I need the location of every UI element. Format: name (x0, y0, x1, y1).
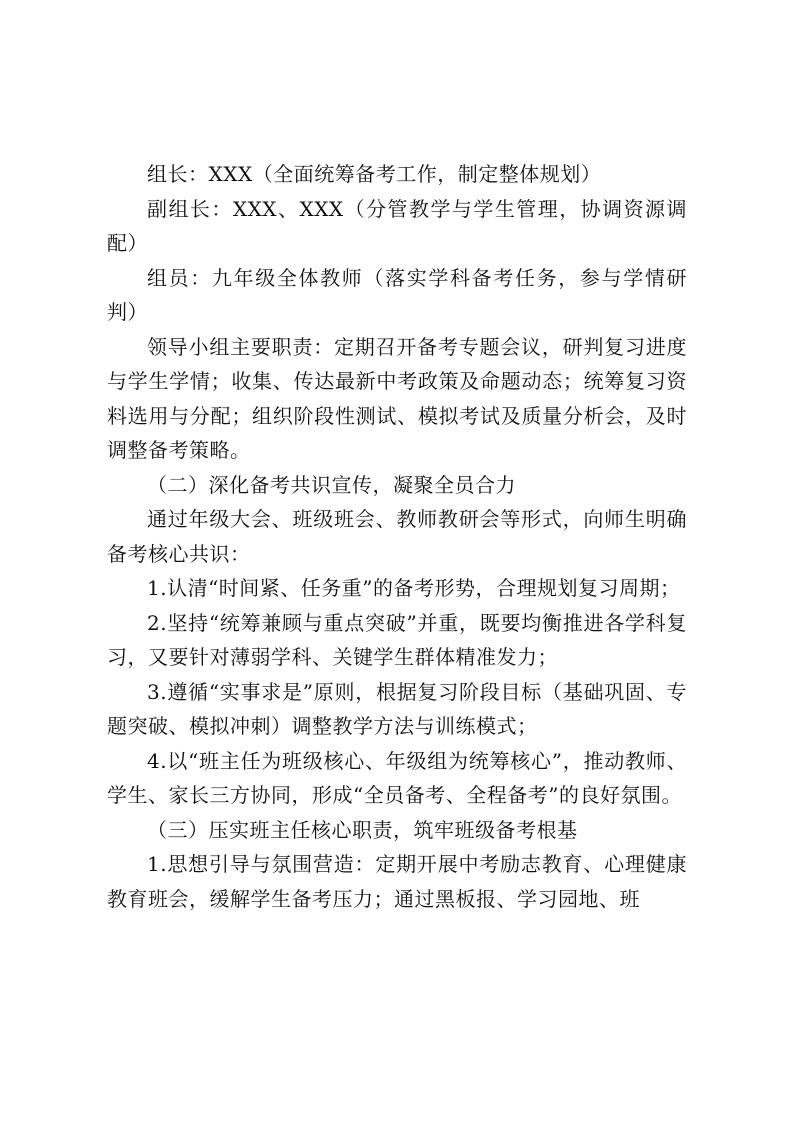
paragraph-leader: 组长：XXX（全面统筹备考工作，制定整体规划） (147, 162, 602, 186)
list-item-1: 1.认清“时间紧、任务重”的备考形势，合理规划复习周期； (147, 576, 681, 600)
section-heading-2: （二）深化备考共识宣传，凝聚全员合力 (147, 472, 516, 497)
paragraph-members: 组员：九年级全体教师（落实学科备考任务，参与学情研判） (107, 265, 687, 324)
paragraph-duties: 领导小组主要职责：定期召开备考专题会议，研判复习进度与学生学情；收集、传达最新中考政策及命题动态；统筹复习资料选用与分配；组织阶段性测试、模拟考试及质量分析会，及时调整备考策略。 (107, 334, 687, 462)
list-item-4: 4.以“班主任为班级核心、年级组为统筹核心”，推动教师、学生、家长三方协同，形成“全员备考、全程备考”的良好氛围。 (107, 748, 687, 807)
document-body (107, 157, 687, 916)
list-item-3: 3.遵循“实事求是”原则，根据复习阶段目标（基础巩固、专题突破、模拟冲刺）调整教学方法与训练模式； (107, 679, 687, 738)
paragraph-consensus-intro: 通过年级大会、班级班会、教师教研会等形式，向师生明确备考核心共识： (107, 507, 687, 566)
paragraph-guidance: 1.思想引导与氛围营造：定期开展中考励志教育、心理健康教育班会，缓解学生备考压力；通过黑板报、学习园地、班 (107, 852, 687, 911)
section-heading-3: （三）压实班主任核心职责，筑牢班级备考根基 (147, 817, 578, 842)
list-item-2: 2.坚持“统筹兼顾与重点突破”并重，既要均衡推进各学科复习，又要针对薄弱学科、关键学生群体精准发力； (107, 610, 687, 669)
paragraph-deputy-leader: 副组长：XXX、XXX（分管教学与学生管理，协调资源调配） (107, 196, 687, 255)
